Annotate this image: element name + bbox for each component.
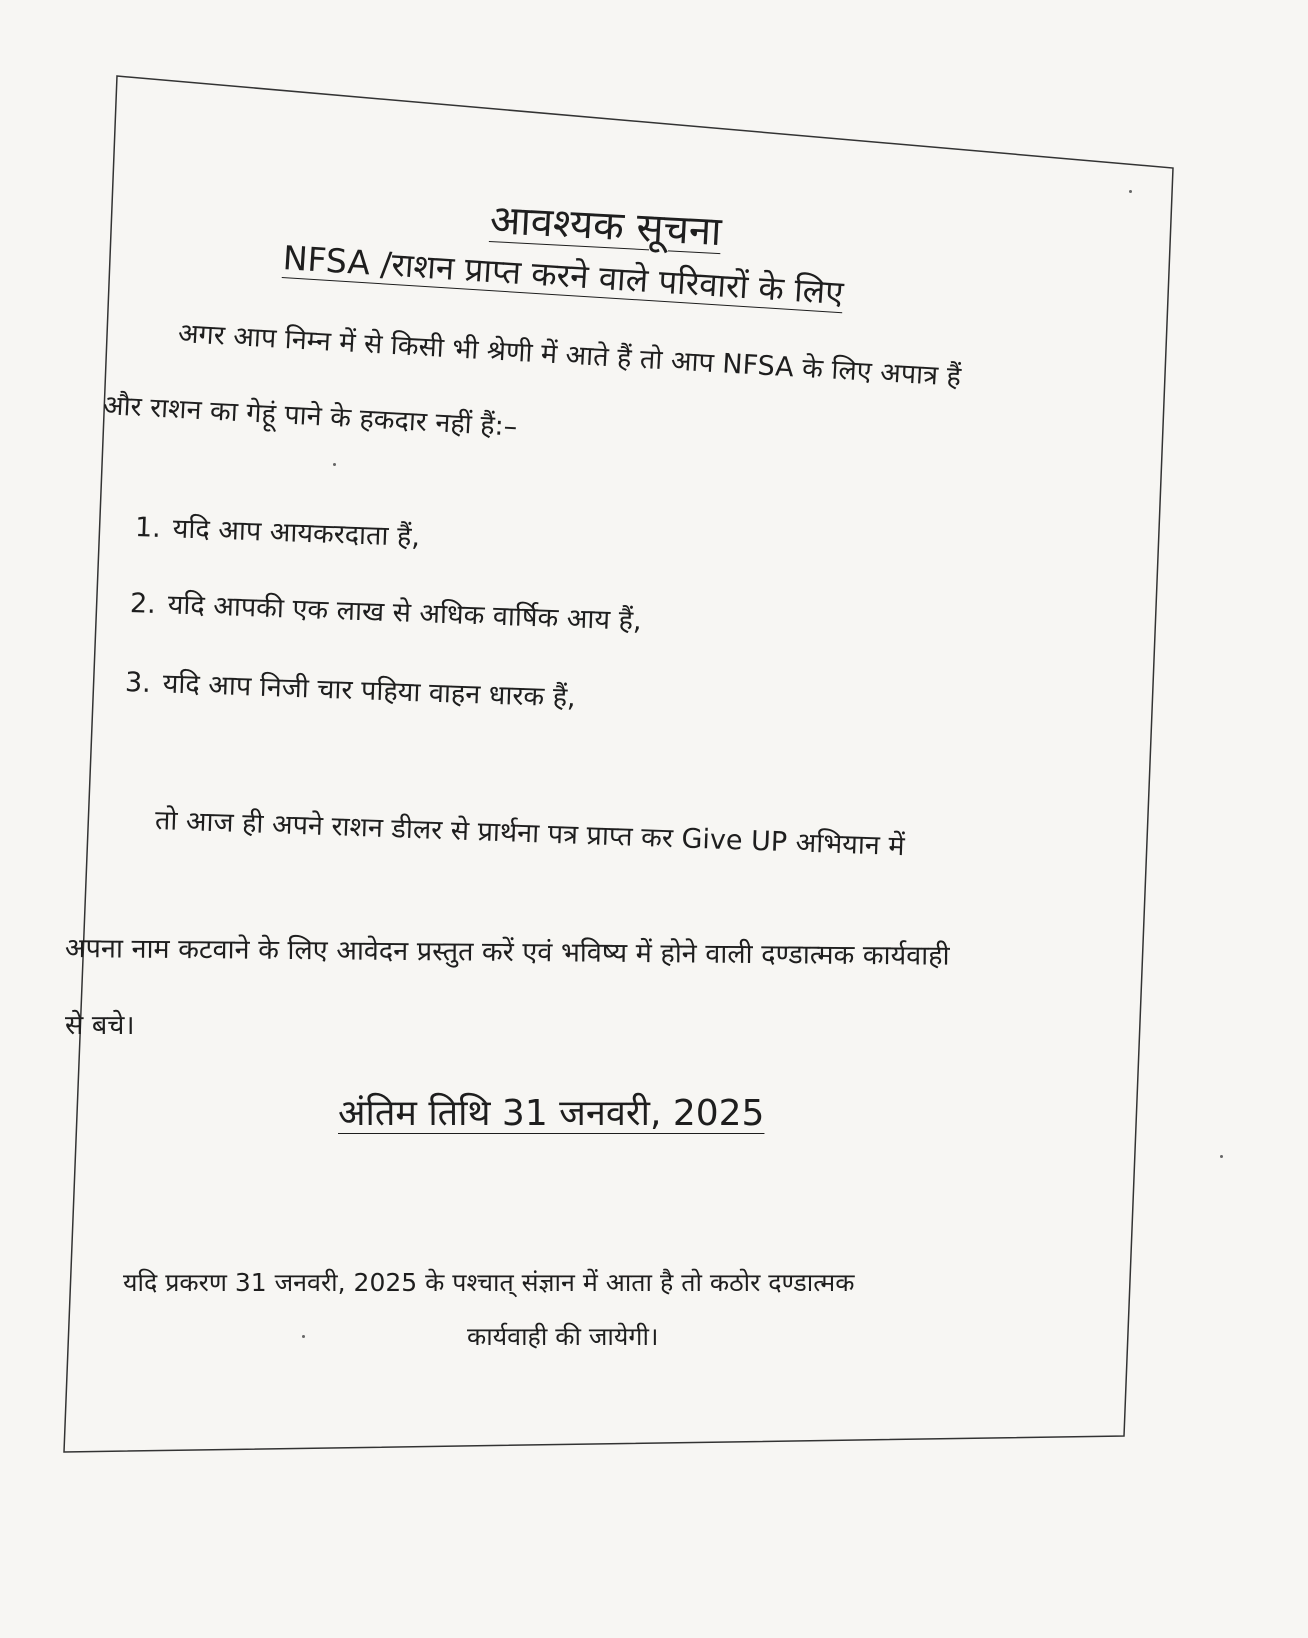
- deadline-heading: अंतिम तिथि 31 जनवरी, 2025: [338, 1093, 765, 1134]
- scan-speck: [1129, 190, 1132, 193]
- condition-number: 3.: [124, 667, 152, 699]
- scan-speck: [333, 463, 336, 466]
- notice-subtitle: NFSA /राशन प्राप्त करने वाले परिवारों के लिए: [281, 238, 845, 313]
- notice-title: आवश्यक सूचना: [488, 197, 723, 256]
- condition-text: यदि आप आयकरदाता हैं,: [172, 513, 421, 553]
- action-line-3: से बचे।: [65, 1010, 135, 1041]
- intro-line-1: अगर आप निम्न में से किसी भी श्रेणी में आते हैं तो आप NFSA के लिए अपात्र हैं: [177, 318, 962, 393]
- condition-number: 2.: [129, 588, 157, 620]
- action-line-2: अपना नाम कटवाने के लिए आवेदन प्रस्तुत करें एवं भविष्य में होने वाली दण्डात्मक कार्यवाही: [64, 933, 950, 972]
- condition-number: 1.: [134, 512, 162, 544]
- warning-line-1: यदि प्रकरण 31 जनवरी, 2025 के पश्चात् संज्ञान में आता है तो कठोर दण्डात्मक: [123, 1268, 855, 1297]
- scan-speck: [302, 1335, 305, 1338]
- scan-speck: [1220, 1155, 1223, 1158]
- condition-text: यदि आपकी एक लाख से अधिक वार्षिक आय हैं,: [167, 589, 643, 637]
- action-line-1: तो आज ही अपने राशन डीलर से प्रार्थना पत्र प्राप्त कर Give UP अभियान में: [154, 805, 906, 863]
- condition-text: यदि आप निजी चार पहिया वाहन धारक हैं,: [162, 668, 577, 714]
- warning-line-2: कार्यवाही की जायेगी।: [467, 1322, 659, 1351]
- intro-line-2: और राशन का गेहूं पाने के हकदार नहीं हैं:–: [102, 390, 518, 443]
